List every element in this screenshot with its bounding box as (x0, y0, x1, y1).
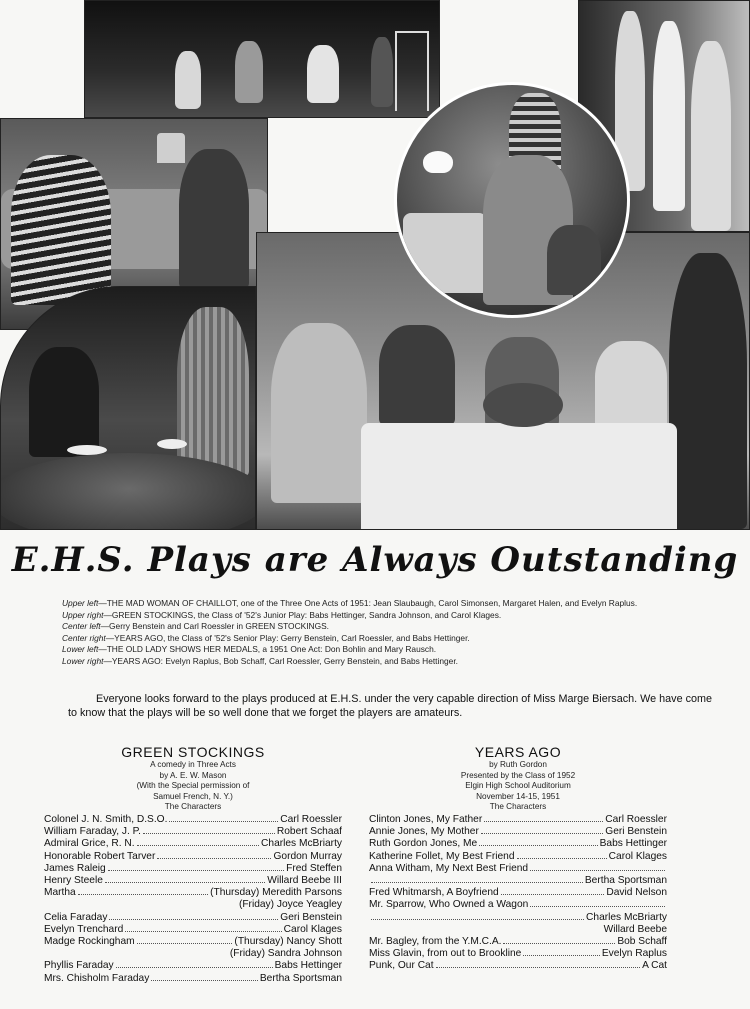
cast-row (44, 851, 342, 863)
role-name: Mr. Sparrow, Who Owned a Wagon (369, 899, 529, 911)
cast-row (369, 899, 667, 911)
role-name: Evelyn Trenchard (44, 923, 124, 935)
caption-lower-right: Lower right—YEARS AGO: Evelyn Raplus, Bob Schaff, Carl Roessler, Gerry Benstein, and Babs Hettinger. (62, 655, 458, 666)
leader-dots (436, 967, 641, 968)
program-years-ago (369, 744, 667, 973)
actor-name: Evelyn Raplus (601, 948, 667, 960)
actor-name: Geri Benstein (605, 826, 667, 838)
role-name: Mr. Bagley, from the Y.M.C.A. (369, 936, 502, 947)
leader-dots (484, 821, 603, 822)
cast-row (369, 814, 667, 826)
program-header (44, 744, 342, 813)
actor-name: Robert Schaaf (276, 826, 342, 838)
caption-center-left: Center left—Gerry Benstein and Carl Roessler in GREEN STOCKINGS. (62, 621, 330, 632)
program-green-stockings (44, 744, 342, 985)
leader-dots (530, 870, 665, 871)
leader-dots (371, 919, 584, 920)
program-subtitle-line: The Characters (489, 802, 547, 812)
leader-dots (169, 821, 278, 822)
caption-upper-right: Upper right—GREEN STOCKINGS, the Class of '52's Junior Play: Babs Hettinger, Sandra Johnson, and Carol Klages. (62, 609, 502, 620)
leader-dots (501, 894, 605, 895)
actor-name: Bob Schaff (617, 936, 667, 947)
leader-dots (143, 833, 275, 834)
cast-row (369, 875, 667, 887)
actor-name: Carol Klages (283, 923, 342, 935)
actor-name: Babs Hettinger (274, 960, 342, 972)
role-name: William Faraday, J. P. (44, 826, 141, 838)
program-title: YEARS AGO (474, 744, 562, 760)
leader-dots (137, 845, 259, 846)
role-name: Katherine Follet, My Best Friend (369, 850, 515, 862)
actor-name: Willard Beebe III (267, 874, 342, 886)
program-subtitle-line: by Ruth Gordon (489, 760, 547, 769)
program-subtitle-line: Samuel French, N. Y.) (153, 791, 233, 801)
cast-row (369, 887, 667, 899)
role-name: Martha (44, 887, 76, 899)
role-name: Admiral Grice, R. N. (44, 838, 135, 850)
leader-dots (479, 845, 597, 846)
actor-name: Charles McBriarty (261, 838, 342, 850)
leader-dots (151, 980, 258, 981)
actor-name: Bertha Sportsman (259, 972, 342, 984)
actor-name: Babs Hettinger (599, 838, 667, 850)
leader-dots (105, 882, 265, 883)
leader-dots (517, 858, 607, 859)
role-name: Clinton Jones, My Father (369, 813, 483, 825)
role-name: Colonel J. N. Smith, D.S.O. (44, 813, 168, 825)
leader-dots (157, 858, 271, 859)
leader-dots (371, 882, 583, 883)
leader-dots (116, 967, 273, 968)
role-name: Ruth Gordon Jones, Me (369, 838, 478, 850)
cast-list (44, 814, 342, 985)
cast-row (44, 912, 342, 924)
caption-lower-left: Lower left—THE OLD LADY SHOWS HER MEDALS, a 1951 One Act: Don Bohlin and Mary Rausch. (62, 644, 437, 655)
cast-row (369, 826, 667, 838)
role-name: Mrs. Chisholm Faraday (44, 972, 150, 984)
cast-row (44, 936, 342, 948)
cast-row (44, 924, 342, 936)
role-name: Honorable Robert Tarver (44, 850, 156, 862)
actor-name: Geri Benstein (280, 911, 342, 923)
program-title: GREEN STOCKINGS (121, 744, 265, 760)
actor-name: Willard Beebe (603, 923, 667, 935)
role-name: Phyllis Faraday (44, 960, 114, 972)
actor-name: Gordon Murray (273, 850, 342, 862)
cast-row (369, 863, 667, 875)
actor-name: Carl Roessler (605, 813, 667, 825)
photo-mad-woman-of-chaillot (84, 0, 440, 118)
leader-dots (530, 906, 665, 907)
actor-name: Charles McBriarty (586, 911, 667, 923)
actor-name: (Friday) Sandra Johnson (229, 948, 342, 960)
program-subtitle-line: Presented by the Class of 1952 (460, 770, 576, 780)
leader-dots (137, 943, 233, 944)
actor-name: (Friday) Joyce Yeagley (238, 899, 342, 911)
cast-row (44, 899, 342, 911)
intro-paragraph: Everyone looks forward to the plays produced at E.H.S. under the very capable direction of Miss Marge Biersach. We have come to know that the plays will be so well done that we forget the players are amateurs. (68, 693, 712, 719)
leader-dots (481, 833, 603, 834)
leader-dots (125, 931, 281, 932)
actor-name: (Thursday) Nancy Shott (234, 936, 342, 947)
caption-upper-left: Upper left—THE MAD WOMAN OF CHAILLOT, one of the Three One Acts of 1951: Jean Slaubaugh, Carol Simonsen, Margaret Halen, and Evelyn Raplus. (62, 598, 638, 608)
role-name: Celia Faraday (44, 911, 108, 923)
role-name: Anna Witham, My Next Best Friend (369, 862, 529, 874)
role-name: Annie Jones, My Mother (369, 826, 479, 838)
cast-row (369, 851, 667, 863)
role-name: Madge Rockingham (44, 936, 135, 947)
role-name: Punk, Our Cat (369, 960, 434, 972)
cast-row (369, 838, 667, 850)
role-name: James Raleig (44, 862, 106, 874)
actor-name: Carol Klages (608, 850, 667, 862)
cast-row (369, 924, 667, 936)
page-headline: E.H.S. Plays are Always Outstanding (11, 540, 739, 580)
program-subtitle-line: The Characters (164, 802, 222, 812)
cast-row (44, 973, 342, 985)
actor-name: David Nelson (606, 887, 667, 899)
program-header (369, 744, 667, 813)
actor-name: A Cat (642, 960, 667, 972)
leader-dots (503, 943, 615, 944)
role-name: Fred Whitmarsh, A Boyfriend (369, 887, 499, 899)
cast-row (44, 826, 342, 838)
program-subtitle-line: (With the Special permission of (136, 781, 250, 791)
cast-row (44, 863, 342, 875)
leader-dots (108, 870, 284, 871)
cast-row (44, 948, 342, 960)
cast-row (44, 875, 342, 887)
cast-row (369, 960, 667, 972)
cast-row (369, 936, 667, 948)
program-subtitle-line: A comedy in Three Acts (150, 760, 236, 769)
actor-name: Fred Steffen (286, 862, 342, 874)
cast-row (44, 960, 342, 972)
photo-years-ago-circle (394, 82, 630, 318)
role-name: Miss Glavin, from out to Brookline (369, 948, 522, 960)
leader-dots (78, 894, 208, 895)
leader-dots (523, 955, 600, 956)
cast-row (369, 948, 667, 960)
cast-list (369, 814, 667, 973)
photo-old-lady-shows-her-medals (0, 286, 256, 530)
cast-row (44, 838, 342, 850)
actor-name: Carl Roessler (280, 813, 342, 825)
program-subtitle-line: November 14-15, 1951 (476, 791, 560, 801)
cast-row (44, 887, 342, 899)
photo-captions (62, 598, 712, 668)
cast-row (44, 814, 342, 826)
actor-name: (Thursday) Meredith Parsons (210, 887, 342, 899)
caption-center-right: Center right—YEARS AGO, the Class of '52's Senior Play: Gerry Benstein, Carl Roessler, and Babs Hettinger. (62, 632, 470, 643)
program-subtitle-line: Elgin High School Auditorium (465, 781, 571, 791)
actor-name: Bertha Sportsman (584, 874, 667, 886)
role-name: Henry Steele (44, 874, 103, 886)
cast-row (369, 912, 667, 924)
leader-dots (109, 919, 278, 920)
program-subtitle-line: by A. E. W. Mason (159, 770, 227, 780)
